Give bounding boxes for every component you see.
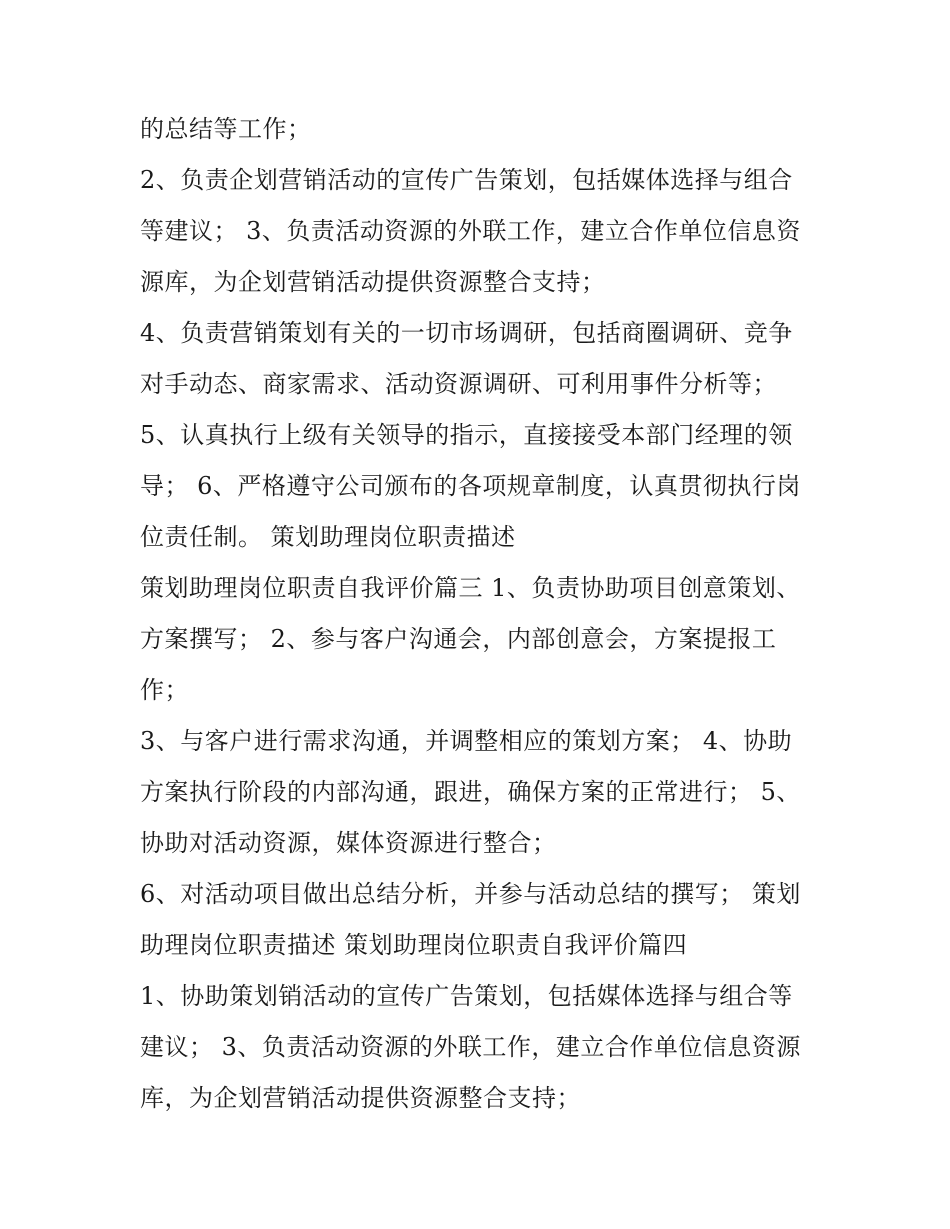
text-line: 位责任制。 策划助理岗位职责描述 xyxy=(140,523,516,551)
text-line: 库，为企划营销活动提供资源整合支持； xyxy=(140,1084,581,1112)
text-line: 策划助理岗位职责自我评价篇三 1、负责协助项目创意策划、 xyxy=(140,574,801,602)
text-line: 1、协助策划销活动的宣传广告策划，包括媒体选择与组合等 xyxy=(140,982,793,1010)
text-line: 3、与客户进行需求沟通，并调整相应的策划方案； 4、协助 xyxy=(140,727,793,755)
text-line: 方案执行阶段的内部沟通，跟进，确保方案的正常进行； 5、 xyxy=(140,778,801,806)
text-line: 对手动态、商家需求、活动资源调研、可利用事件分析等； xyxy=(140,370,777,398)
text-line: 协助对活动资源，媒体资源进行整合； xyxy=(140,829,557,857)
text-line: 6、对活动项目做出总结分析，并参与活动总结的撰写； 策划 xyxy=(140,880,801,908)
document-body xyxy=(140,104,810,1124)
text-line: 助理岗位职责描述 策划助理岗位职责自我评价篇四 xyxy=(140,931,688,959)
text-line: 方案撰写； 2、参与客户沟通会，内部创意会，方案提报工 xyxy=(140,625,777,653)
text-line: 的总结等工作； xyxy=(140,115,312,143)
text-line: 4、负责营销策划有关的一切市场调研，包括商圈调研、竞争 xyxy=(140,319,793,347)
text-line: 5、认真执行上级有关领导的指示，直接接受本部门经理的领 xyxy=(140,421,793,449)
text-line: 等建议； 3、负责活动资源的外联工作，建立合作单位信息资 xyxy=(140,217,801,245)
text-line: 建议； 3、负责活动资源的外联工作，建立合作单位信息资源 xyxy=(140,1033,801,1061)
text-line: 源库，为企划营销活动提供资源整合支持； xyxy=(140,268,606,296)
text-line: 2、负责企划营销活动的宣传广告策划，包括媒体选择与组合 xyxy=(140,166,793,194)
text-line: 作； xyxy=(140,676,189,704)
text-line: 导； 6、严格遵守公司颁布的各项规章制度，认真贯彻执行岗 xyxy=(140,472,801,500)
